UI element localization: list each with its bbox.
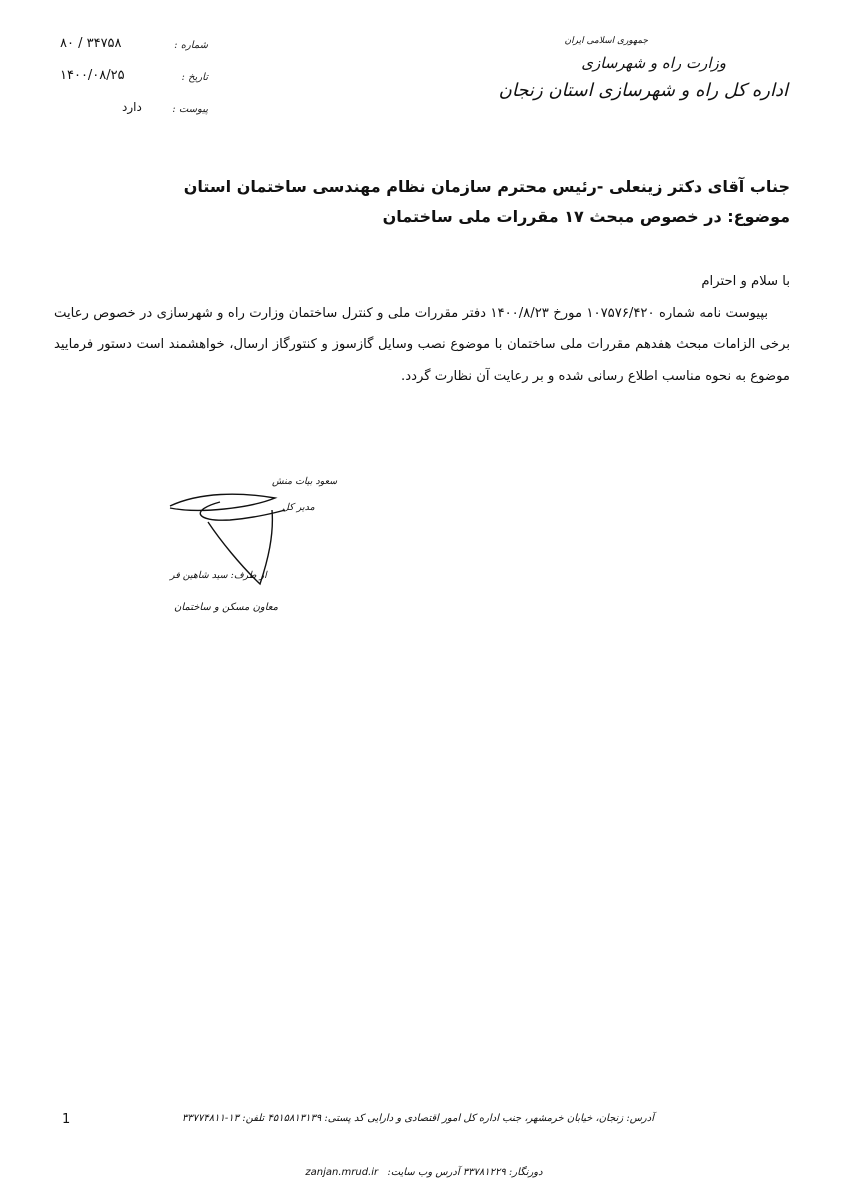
footer-address: آدرس: زنجان، خیابان خرمشهر، جنب اداره کل امور اقتصادی و دارایی کد پستی: ۴۵۱۵۸۱۳۱۳۹ تلفن: ۱۳-۳۳۷۷۴۸۱۱ (181, 1113, 654, 1124)
letterhead-ministry: وزارت راه و شهرسازی (581, 54, 726, 72)
recipient-line: جناب آقای دکتر زینعلی -رئیس محترم سازمان نظام مهندسی ساختمان استان (183, 177, 790, 196)
attachment-label: پیوست : (172, 104, 208, 115)
letter-date: ۱۴۰۰/۰۸/۲۵ (60, 68, 125, 83)
number-row (60, 36, 220, 68)
signer-role: معاون مسکن و ساختمان (174, 602, 278, 613)
letter-body (54, 266, 790, 392)
subject-line: موضوع: در خصوص مبحث ۱۷ مقررات ملی ساختمان (382, 207, 790, 226)
attachment-row (60, 100, 220, 132)
letterhead (448, 36, 788, 101)
signer-name: از طرف: سید شاهین فر (170, 570, 267, 581)
attachment-value: دارد (122, 100, 142, 114)
letter-heading (90, 172, 790, 232)
number-label: شماره : (174, 40, 208, 51)
website-link[interactable]: zanjan.mrud.ir (305, 1167, 379, 1178)
letterhead-office: اداره کل راه و شهرسازی استان زنجان (498, 80, 788, 101)
date-row (60, 68, 220, 100)
date-label: تاریخ : (181, 72, 208, 83)
greeting: با سلام و احترام (701, 274, 790, 289)
fax-and-site-label: دورنگار: ۳۳۷۸۱۲۲۹ آدرس وب سایت: (387, 1167, 543, 1178)
signature-note-name: سعود بیات منش (272, 476, 338, 487)
signature-note-title: مدیر کل (282, 502, 315, 513)
body-paragraph: بپیوست نامه شماره ۱۰۷۵۷۶/۴۲۰ مورخ ۱۴۰۰/۸/۲۳ دفتر مقررات ملی و کنترل ساختمان وزارت راه و شهرسازی در خصوص رعایت برخی الزامات مبحث هفدهم مقررات ملی ساختمان با موضوع نصب وسایل گازسوز و کنتورگاز ارسال، خواهشمند است دستور فرمایید موضوع به نحوه مناسب اطلاع رسانی شده و بر رعایت آن نظارت گردد. (54, 305, 790, 384)
signature-block (160, 470, 340, 630)
footer-contact (0, 1167, 848, 1178)
letter-number: ۸۰ / ۳۴۷۵۸ (60, 36, 122, 51)
letter-meta (60, 36, 220, 132)
letterhead-republic: جمهوری اسلامی ایران (564, 36, 648, 46)
page-number: 1 (62, 1112, 71, 1127)
